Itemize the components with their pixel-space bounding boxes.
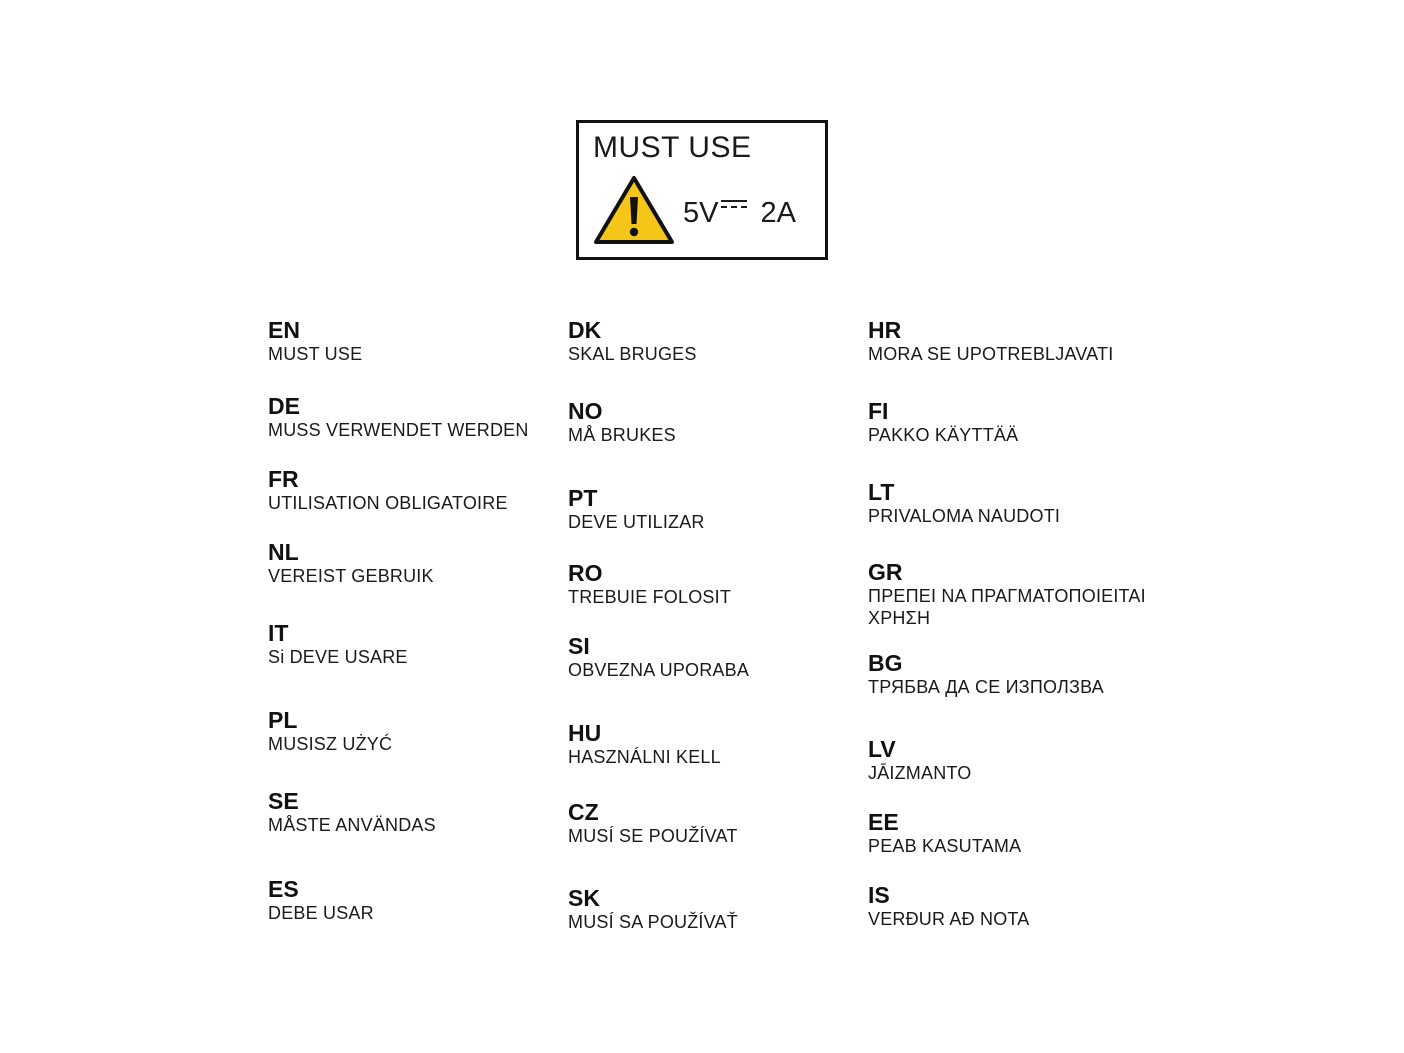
translation-text: JĀIZMANTO [868, 763, 972, 783]
translation-text: SKAL BRUGES [568, 344, 697, 364]
language-code: IS [868, 882, 890, 908]
translation-text: MUSISZ UŻYĆ [268, 734, 393, 754]
language-code: NL [268, 539, 299, 565]
language-code: SK [568, 885, 600, 911]
translation-text: DEVE UTILIZAR [568, 512, 705, 532]
language-code: FR [268, 466, 299, 492]
language-code: HU [568, 720, 602, 746]
translation-nl [268, 539, 434, 587]
translation-text: ΠΡΕΠΕΙ ΝΑ ΠΡΑΓΜΑΤΟΠΟΙΕΙΤΑΙ [868, 586, 1146, 606]
language-code: EN [268, 317, 300, 343]
power-rating [683, 197, 796, 230]
translation-gr [868, 559, 1146, 629]
translation-lt [868, 479, 1060, 527]
translation-text: OBVEZNA UPORABA [568, 660, 750, 680]
translation-se [268, 788, 436, 836]
translation-text: MUSÍ SE POUŽÍVAT [568, 826, 738, 846]
translation-text: MUSS VERWENDET WERDEN [268, 420, 529, 440]
translation-pt [568, 485, 705, 533]
translation-text: TREBUIE FOLOSIT [568, 587, 732, 607]
language-code: DK [568, 317, 602, 343]
language-code: SI [568, 633, 590, 659]
translation-es [268, 876, 374, 924]
translation-text: UTILISATION OBLIGATOIRE [268, 493, 508, 513]
translation-no [568, 398, 676, 446]
language-code: NO [568, 398, 603, 424]
translation-text: PEAB KASUTAMA [868, 836, 1022, 856]
translation-sk [568, 885, 738, 933]
translation-hr [868, 317, 1113, 365]
translation-text: PRIVALOMA NAUDOTI [868, 506, 1061, 526]
language-code: LV [868, 736, 896, 762]
language-code: LT [868, 479, 895, 505]
translation-text: MORA SE UPOTREBLJAVATI [868, 344, 1114, 364]
translation-text: VERÐUR AÐ NOTA [868, 909, 1030, 929]
translation-text-line2: ΧΡΗΣΗ [868, 608, 931, 628]
translation-fi [868, 398, 1018, 446]
translation-is [868, 882, 1030, 930]
translation-cz [568, 799, 738, 847]
language-code: SE [268, 788, 299, 814]
direct-current-icon [720, 198, 748, 212]
translation-text: MUST USE [268, 344, 363, 364]
translation-si [568, 633, 749, 681]
translation-text: MÅSTE ANVÄNDAS [268, 815, 436, 835]
translation-dk [568, 317, 697, 365]
translation-ro [568, 560, 731, 608]
language-code: PT [568, 485, 598, 511]
translation-text: PAKKO KÄYTTÄÄ [868, 425, 1019, 445]
translation-pl [268, 707, 392, 755]
translation-fr [268, 466, 508, 514]
translation-de [268, 393, 529, 441]
language-code: RO [568, 560, 603, 586]
translation-text: VEREIST GEBRUIK [268, 566, 434, 586]
translation-text: MUSÍ SA POUŽÍVAŤ [568, 912, 738, 932]
language-code: FI [868, 398, 889, 424]
translation-lv [868, 736, 971, 784]
label-title: MUST USE [593, 131, 752, 164]
language-code: PL [268, 707, 298, 733]
language-code: IT [268, 620, 289, 646]
translation-hu [568, 720, 721, 768]
translation-text: HASZNÁLNI KELL [568, 747, 721, 767]
translation-ee [868, 809, 1021, 857]
translation-en [268, 317, 362, 365]
language-code: DE [268, 393, 300, 419]
current-value: 2A [760, 197, 796, 229]
translation-text: MÅ BRUKES [568, 425, 676, 445]
language-code: EE [868, 809, 899, 835]
warning-triangle-icon [593, 175, 675, 245]
translation-text: Si DEVE USARE [268, 647, 408, 667]
voltage-value: 5V [683, 197, 719, 229]
language-code: BG [868, 650, 903, 676]
translation-bg [868, 650, 1104, 698]
language-code: CZ [568, 799, 599, 825]
language-code: HR [868, 317, 902, 343]
language-code: ES [268, 876, 299, 902]
language-code: GR [868, 559, 903, 585]
translation-text: ТРЯБВА ДА СЕ ИЗПОЛЗВА [868, 677, 1104, 697]
translation-text: DEBE USAR [268, 903, 374, 923]
voltage-label-box [576, 120, 828, 260]
translation-it [268, 620, 408, 668]
